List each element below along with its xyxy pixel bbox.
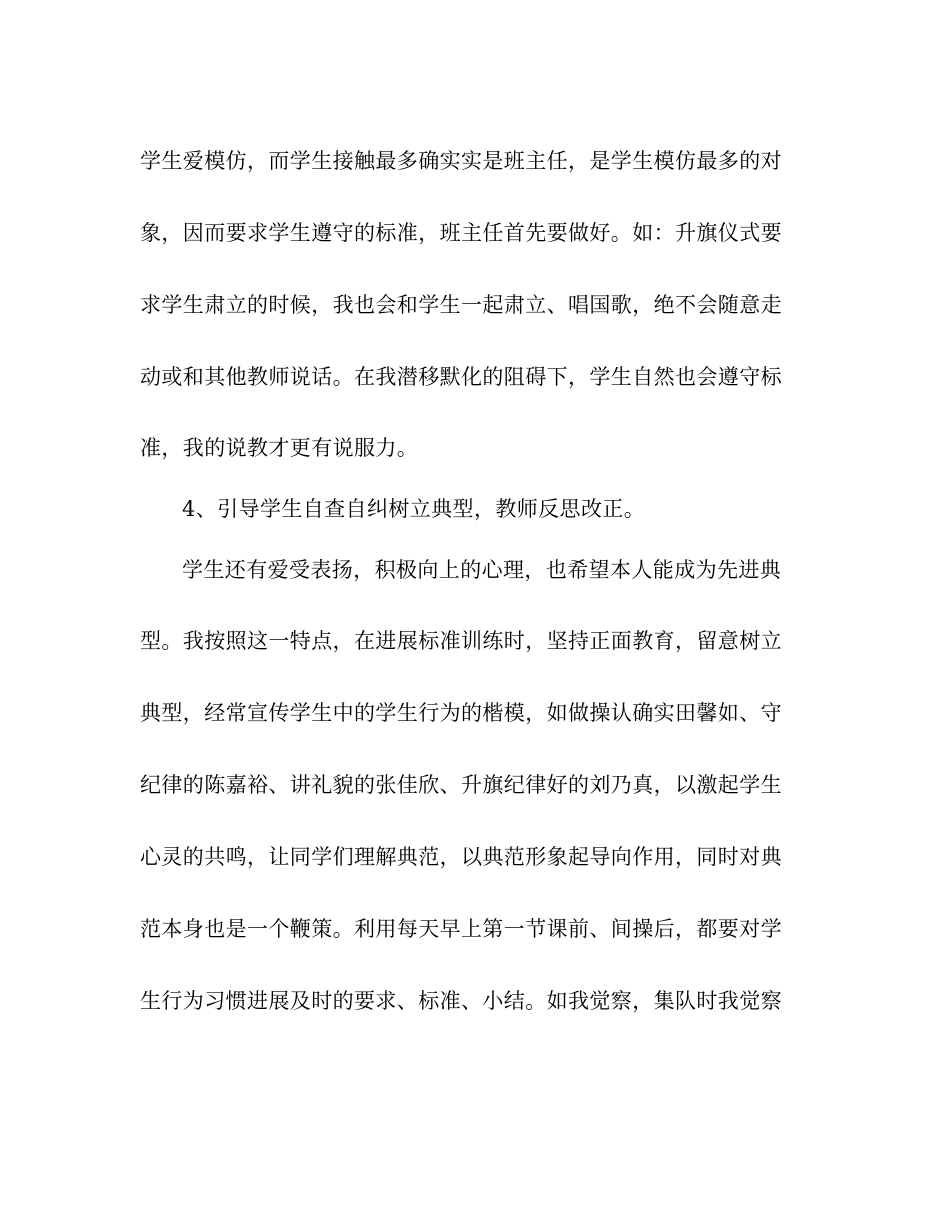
text-line: 象，因而要求学生遵守的标准，班主任首先要做好。如：升旗仪式要	[140, 221, 782, 245]
text-line: 动或和其他教师说话。在我潜移默化的阻碍下，学生自然也会遵守标	[140, 365, 782, 389]
text-line: 准，我的说教才更有说服力。	[140, 436, 419, 460]
text-line: 学生爱模仿，而学生接触最多确实实是班主任，是学生模仿最多的对	[140, 149, 782, 173]
section-heading: 4、引导学生自查自纠树立典型，教师反思改正。	[182, 497, 646, 521]
text-line: 典型，经常宣传学生中的学生行为的楷模，如做操认确实田馨如、守	[140, 701, 782, 725]
text-line: 生行为习惯进展及时的要求、标准、小结。如我觉察，集队时我觉察	[140, 989, 782, 1013]
text-line: 纪律的陈嘉裕、讲礼貌的张佳欣、升旗纪律好的刘乃真，以激起学生	[140, 773, 782, 797]
text-line: 范本身也是一个鞭策。利用每天早上第一节课前、间操后，都要对学	[140, 917, 782, 941]
text-line: 型。我按照这一特点，在进展标准训练时，坚持正面教育，留意树立	[140, 629, 782, 653]
text-line: 学生还有爱受表扬，积极向上的心理，也希望本人能成为先进典	[182, 558, 782, 582]
text-line: 心灵的共鸣，让同学们理解典范，以典范形象起导向作用，同时对典	[140, 845, 782, 869]
text-line: 求学生肃立的时候，我也会和学生一起肃立、唱国歌，绝不会随意走	[140, 293, 782, 317]
